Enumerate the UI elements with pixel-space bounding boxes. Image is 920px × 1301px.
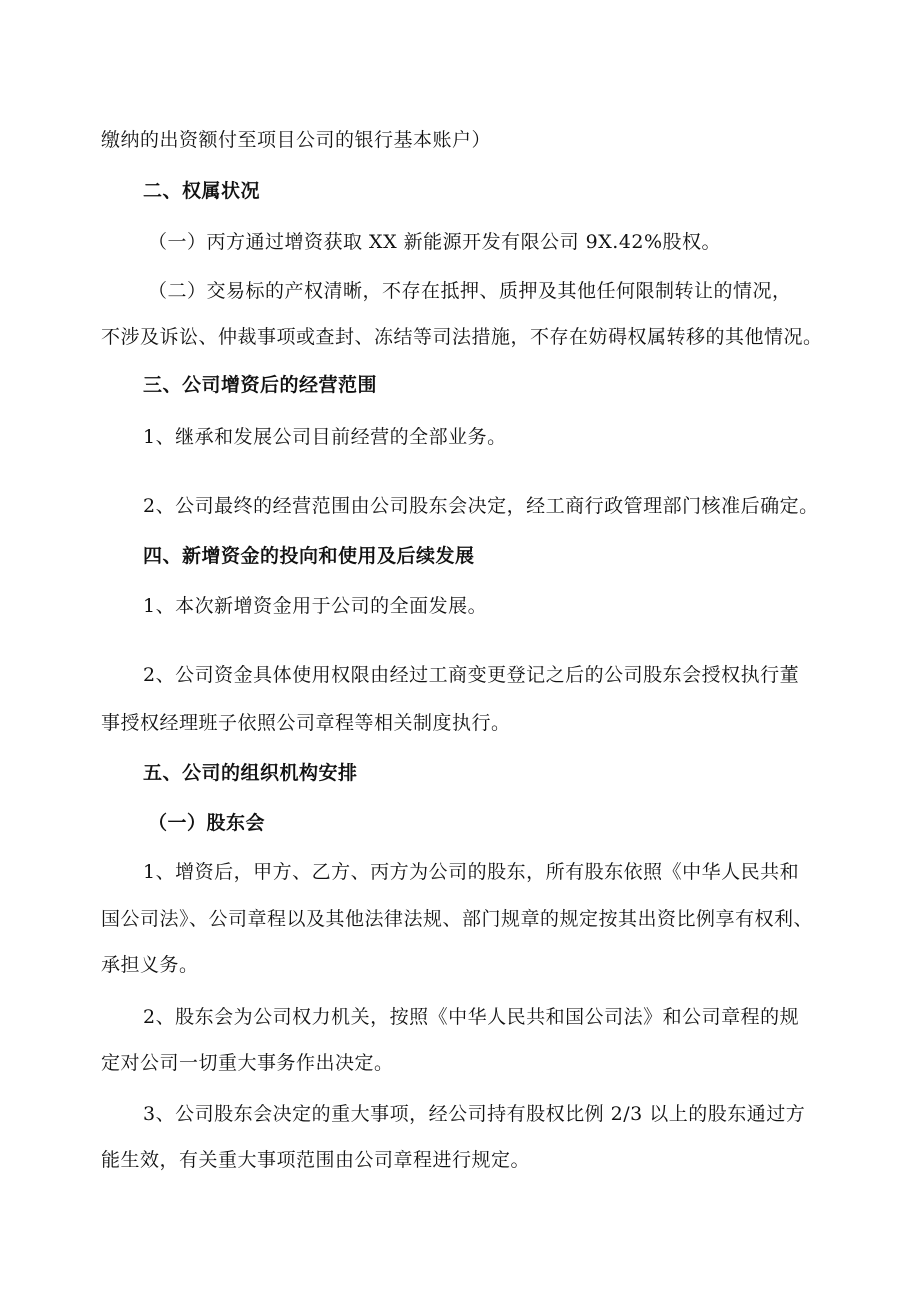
paragraph-line: 缴纳的出资额付至项目公司的银行基本账户） bbox=[101, 129, 492, 151]
section-heading: 四、新增资金的投向和使用及后续发展 bbox=[143, 545, 475, 567]
paragraph-line: 定对公司一切重大事务作出决定。 bbox=[101, 1052, 394, 1074]
paragraph-line: 2、公司资金具体使用权限由经过工商变更登记之后的公司股东会授权执行董 bbox=[143, 664, 800, 686]
paragraph-line: 1、本次新增资金用于公司的全面发展。 bbox=[143, 595, 488, 617]
section-heading: 五、公司的组织机构安排 bbox=[143, 762, 358, 784]
paragraph-line: 承担义务。 bbox=[101, 954, 199, 976]
paragraph-line: 2、股东会为公司权力机关，按照《中华人民共和国公司法》和公司章程的规 bbox=[143, 1006, 800, 1028]
paragraph-line: 事授权经理班子依照公司章程等相关制度执行。 bbox=[101, 712, 511, 734]
paragraph-line: 1、增资后，甲方、乙方、丙方为公司的股东，所有股东依照《中华人民共和 bbox=[143, 861, 800, 883]
paragraph-line: 不涉及诉讼、仲裁事项或查封、冻结等司法措施，不存在妨碍权属转移的其他情况。 bbox=[101, 326, 823, 348]
paragraph-line: 3、公司股东会决定的重大事项，经公司持有股权比例 2/3 以上的股东通过方 bbox=[143, 1103, 806, 1125]
paragraph-line: 能生效，有关重大事项范围由公司章程进行规定。 bbox=[101, 1149, 531, 1171]
paragraph-line: 2、公司最终的经营范围由公司股东会决定，经工商行政管理部门核准后确定。 bbox=[143, 495, 819, 517]
section-heading: 二、权属状况 bbox=[143, 180, 261, 202]
paragraph-line: （一）丙方通过增资获取 XX 新能源开发有限公司 9X.42%股权。 bbox=[148, 231, 722, 253]
paragraph-line: 1、继承和发展公司目前经营的全部业务。 bbox=[143, 426, 507, 448]
subsection-heading: （一）股东会 bbox=[148, 812, 266, 834]
paragraph-line: 国公司法》、公司章程以及其他法律法规、部门规章的规定按其出资比例享有权利、 bbox=[101, 908, 814, 930]
paragraph-line: （二）交易标的产权清晰，不存在抵押、质押及其他任何限制转让的情况， bbox=[148, 280, 792, 302]
section-heading: 三、公司增资后的经营范围 bbox=[143, 374, 378, 396]
